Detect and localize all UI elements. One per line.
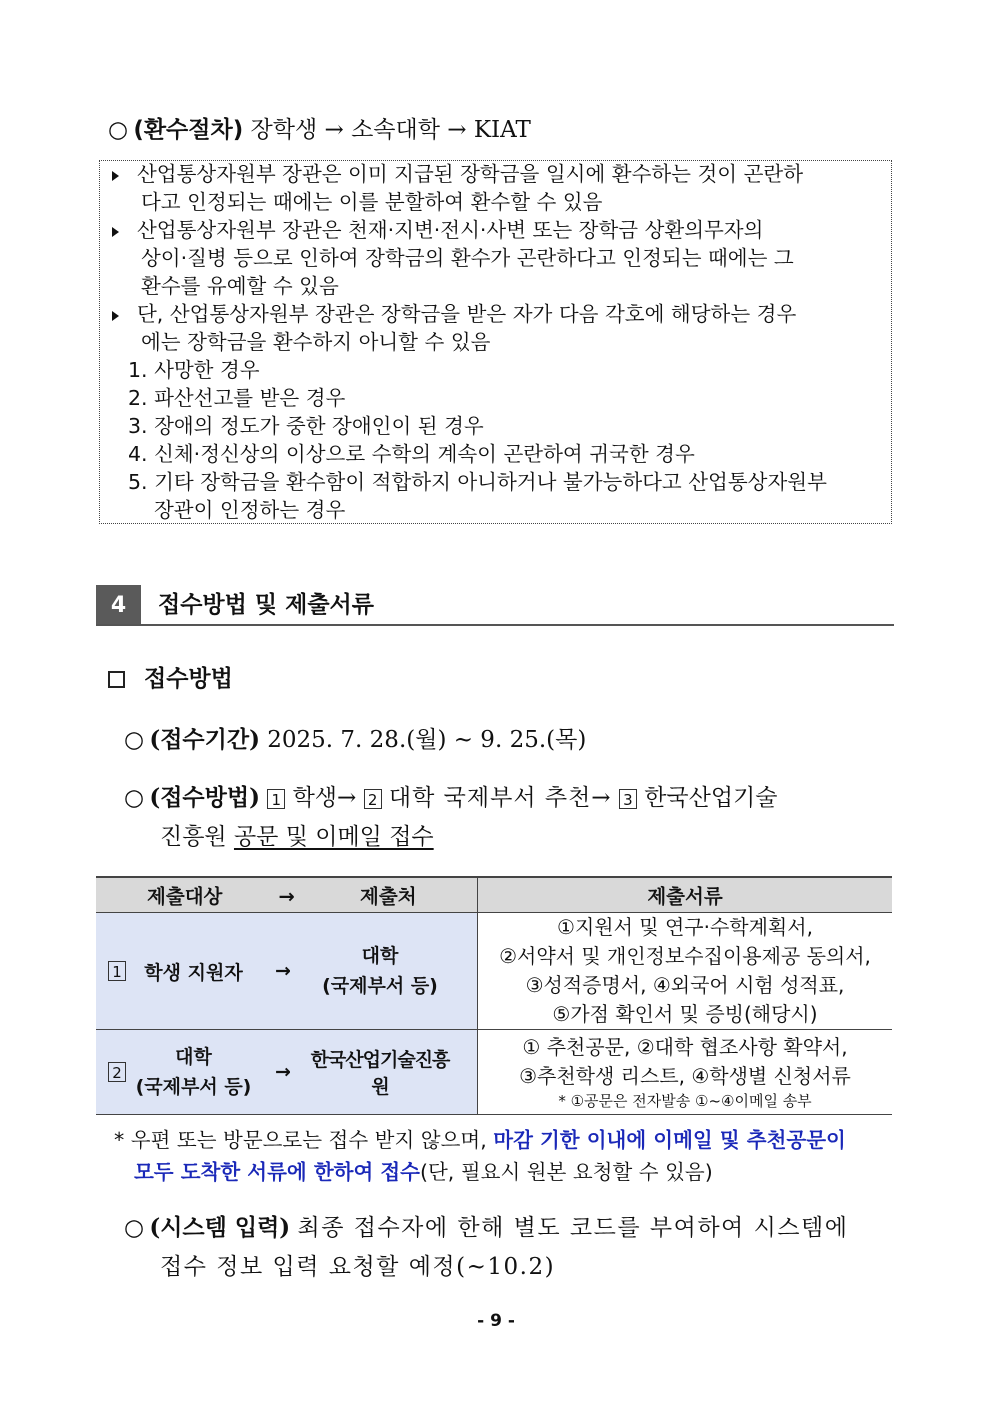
refund-rules [112,160,892,524]
rule-2-cont2: 환수를 유예할 수 있음 [141,274,339,298]
circle-bullet: ○ [108,117,129,143]
row-target: 대학 (국제부서 등) [135,1046,252,1098]
rule-1-cont: 다고 인정되는 때에는 이를 분할하여 환수할 수 있음 [141,190,603,214]
method-org: 진흥원 [160,824,227,850]
list-item: 3. 장애의 정도가 중한 장애인이 된 경우 [128,414,484,438]
boxed-number: 3 [619,789,637,809]
method-label: (접수방법) [149,784,260,811]
period-label: (접수기간) [149,726,260,753]
table-header [96,877,478,913]
triangle-bullet-icon [112,227,119,237]
rule-1: 산업통상자원부 장관은 이미 지급된 장학금을 일시에 환수하는 것이 곤란하 [112,160,892,188]
method-step: 한국산업기술 [644,785,778,811]
section-divider [96,624,894,626]
method-step: 대학 국제부서 추천→ [388,785,612,811]
header-target: 제출대상 [147,885,223,908]
note-star: * [114,1128,125,1152]
table-row [96,1030,892,1115]
note-text: (단, 필요시 원본 요청할 수 있음) [420,1160,713,1184]
row-target-cell [96,1030,478,1115]
table-row [96,913,892,1030]
circle-bullet: ○ [124,1215,145,1241]
method-line [124,783,778,813]
page-number: - 9 - [477,1311,515,1331]
row-target: 학생 지원자 [144,961,243,984]
section-title: 접수방법 및 제출서류 [158,592,374,618]
note-emphasis: 모두 도착한 서류에 한하여 접수 [134,1160,420,1184]
row-arrow: → [275,960,291,982]
list-item: 1. 사망한 경우 [128,358,260,382]
table-header-row [96,877,892,913]
triangle-bullet-icon [112,171,119,181]
rule-3: 단, 산업통상자원부 장관은 장학금을 받은 자가 다음 각호에 해당하는 경우 [112,300,892,328]
notice [114,1124,846,1188]
system-label: (시스템 입력) [149,1214,291,1241]
method-channel: 공문 및 이메일 접수 [233,824,434,850]
circle-bullet: ○ [124,785,145,811]
period-line [124,725,586,755]
rule-3-cont: 에는 장학금을 환수하지 아니할 수 있음 [141,330,491,354]
submission-table [96,876,892,1115]
row-arrow: → [275,1061,291,1083]
row-documents: ① 추천공문, ②대학 협조사항 확약서, ③추천학생 리스트, ④학생별 신청서류 * ①공문은 전자발송 ①~④이메일 송부 [478,1030,893,1115]
row-destination: 한국산업기술진흥원 [310,1049,450,1098]
period-value: 2025. 7. 28.(월) ~ 9. 25.(목) [267,727,587,753]
list-item: 2. 파산선고를 받은 경우 [128,386,346,410]
system-text: 최종 접수자에 한해 별도 코드를 부여하여 시스템에 [297,1215,849,1241]
square-bullet-icon [108,671,125,688]
header-destination: 제출처 [360,885,417,908]
list-item: 5. 기타 장학금을 환수함이 적합하지 아니하거나 불가능하다고 산업통상자원부 [128,470,827,494]
list-item: 4. 신체·정신상의 이상으로 수학의 계속이 곤란하여 귀국한 경우 [128,442,695,466]
boxed-number: 2 [108,1062,126,1082]
note-emphasis: 마감 기한 이내에 이메일 및 추천공문이 [493,1128,846,1152]
refund-heading [108,115,531,145]
boxed-number: 1 [267,789,285,809]
row-target-cell [96,913,478,1030]
header-arrow: → [278,885,295,908]
method-step: 학생→ [292,785,357,811]
system-line-2: 접수 정보 입력 요청할 예정(~10.2) [160,1254,556,1280]
row-documents: ①지원서 및 연구·수학계획서, ②서약서 및 개인정보수집이용제공 동의서, ③성적증명서, ④외국어 시험 성적표, ⑤가점 확인서 및 증빙(해당시) [478,913,893,1030]
subsection-title: 접수방법 [144,666,233,692]
system-line [124,1213,848,1243]
boxed-number: 2 [364,789,382,809]
rule-2-cont: 상이·질병 등으로 인하여 장학금의 환수가 곤란하다고 인정되는 때에는 그 [141,246,794,270]
circle-bullet: ○ [124,727,145,753]
refund-label: (환수절차) [133,117,244,143]
method-line-2 [160,822,434,852]
header-documents: 제출서류 [478,877,893,913]
row-destination: 대학 (국제부서 등) [322,945,438,997]
rule-2: 산업통상자원부 장관은 천재·지변·전시·사변 또는 장학금 상환의무자의 [112,216,892,244]
list-item-cont: 장관이 인정하는 경우 [154,498,346,522]
section-number: 4 [96,585,141,626]
note-text: 우편 또는 방문으로는 접수 받지 않으며, [130,1128,487,1152]
triangle-bullet-icon [112,311,119,321]
boxed-number: 1 [108,961,126,981]
refund-flow: 장학생 → 소속대학 → KIAT [250,117,531,143]
